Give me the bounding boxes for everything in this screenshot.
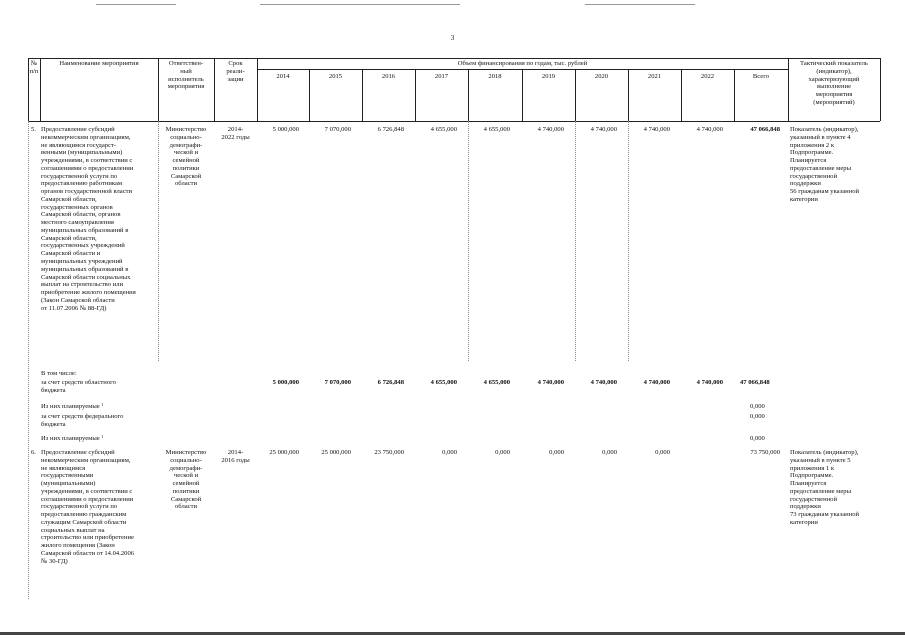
row5-regional-value: 4 655,000 [483,379,510,386]
row5-regional-total: 47 066,848 [740,379,770,386]
header-year: 2018 [488,73,502,80]
row5-value: 6 726,848 [377,126,404,133]
faint-col-line [28,121,29,599]
row5-planned-value-1: 0,000 [750,403,765,410]
row6-value: 0,000 [495,449,510,456]
faint-col-line [628,121,629,361]
row5-regional-label: за счет средств областного бюджета [41,379,116,394]
row5-value: 4 655,000 [483,126,510,133]
bottom-scan-bar [0,632,905,635]
row6-name: Предоставление субсидий некоммерческим организациям, не являющимся государственными (муниципальными) учреждениями, в соответствии с соглашениями о предоставлении государственной услуги по предоставлению гражданским служащим Самарской области социальных выплат на строительство или приобретение жилого помещения (Закон Самарской области от 14.04.2006 № 30-ГД) [41,449,135,565]
row5-name: Предоставление субсидий некоммерческим организациям, не являющимся государст- венными (муниципальными) учреждениями, в соответствии с соглашениями о предоставлении государственной услуги по предоставлению работникам органов государственной власти Самарской области, государственных органов Самарской области, органов местного самоуправления муниципальных образований в Самарской области, государственных учреждений Самарской области и муниципальных учреждений муниципальных образований в Самарской области социальных выплат на строительство или приобретение жилого помещения (Закон Самарской области от 11.07.2006 № 88-ГД) [41,126,136,312]
row5-regional-value: 4 740,000 [590,379,617,386]
row5-value: 7 070,000 [324,126,351,133]
row5-incl-label: В том числе: [41,370,77,377]
page-number: 3 [450,34,455,42]
row5-regional-value: 4 740,000 [537,379,564,386]
table-top-border [28,58,880,59]
header-year: 2015 [328,73,343,80]
faint-col-line [468,121,469,361]
row5-executor: Министерство социально- демографи- ческой и семейной политики Самарской области [165,126,207,188]
header-year: 2017 [434,73,449,80]
row5-federal-label: за счет средств федерального бюджета [41,413,124,428]
row6-value: 25 000,000 [321,449,351,456]
row5-value: 5 000,000 [272,126,299,133]
row5-value: 4 740,000 [696,126,723,133]
header-executor: Ответствен- ный исполнитель мероприятия [167,60,205,91]
row5-value: 4 740,000 [537,126,564,133]
footnote-mark: 1 [101,402,104,407]
top-rule-left [96,4,176,5]
row5-regional-value: 7 070,000 [324,379,351,386]
top-rule-middle [260,4,460,5]
row6-num: 6. [31,449,36,456]
header-year-total: Всего [752,73,770,80]
header-funding-title: Объем финансирования по годам, тыс. рублей [457,60,588,67]
row6-value: 0,000 [655,449,670,456]
row5-num: 5. [31,126,36,133]
row5-total: 47 066,848 [750,126,780,133]
header-num: № п/п [29,60,39,75]
row6-indicator: Показатель (индикатор), указанный в пункте 5 приложения 1 к Подпрограмме. Планируется предоставление меры государственной поддержки 73 гражданам указанной категории [790,449,860,526]
row5-regional-value: 5 000,000 [272,379,299,386]
row5-value: 4 740,000 [590,126,617,133]
row5-planned-label-1: Из них планируемые $^1$ [41,402,104,410]
row6-executor: Министерство социально- демографи- ческой и семейной политики Самарской области [165,449,207,511]
row6-value: 25 000,000 [269,449,299,456]
row6-value: 0,000 [442,449,457,456]
row6-value: 0,000 [549,449,564,456]
row5-value: 4 655,000 [430,126,457,133]
header-bottom-border [28,121,880,122]
row5-regional-value: 6 726,848 [377,379,404,386]
row6-term: 2014- 2016 годы [221,449,250,464]
header-year: 2021 [647,73,662,80]
row5-planned-value-2: 0,000 [750,435,765,442]
col-line [880,58,881,121]
row5-planned-label-2: Из них планируемые $^1$ [41,434,104,442]
header-indicator: Тактический показатель (индикатор), характеризующий выполнение мероприятия (мероприятий) [800,60,868,106]
row5-regional-value: 4 740,000 [643,379,670,386]
header-year: 2016 [381,73,396,80]
top-rule-right [585,4,695,5]
footnote-mark: 1 [101,434,104,439]
row5-value: 4 740,000 [643,126,670,133]
row6-value: 23 750,000 [374,449,404,456]
row5-federal-value: 0,000 [750,413,765,420]
row6-total: 73 750,000 [750,449,780,456]
row5-indicator: Показатель (индикатор), указанный в пункте 4 приложения 2 к Подпрограмме. Планируется предоставление меры государственной поддержки 56 гражданам указанной категории [790,126,860,203]
row5-term: 2014- 2022 годы [221,126,250,141]
header-term: Срок реали- зации [226,60,245,83]
row5-regional-value: 4 740,000 [696,379,723,386]
header-year: 2014 [276,73,290,80]
header-year: 2019 [541,73,556,80]
header-year: 2020 [594,73,609,80]
faint-col-line [575,121,576,361]
row5-regional-value: 4 655,000 [430,379,457,386]
row6-value: 0,000 [602,449,617,456]
header-name: Наименование мероприятия [59,60,139,67]
header-year: 2022 [700,73,715,80]
